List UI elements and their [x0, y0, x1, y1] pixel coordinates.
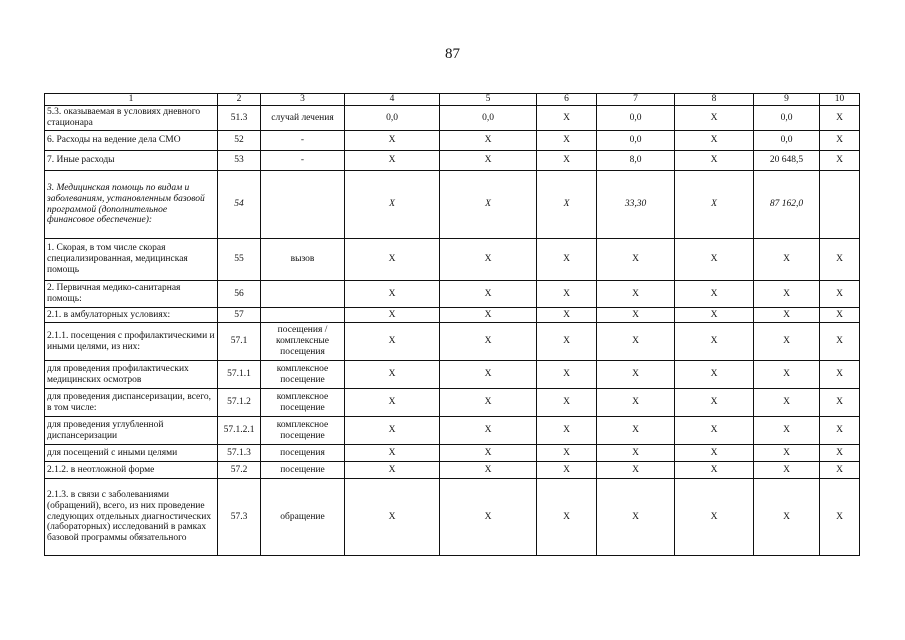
- table-row: [45, 462, 860, 479]
- unit-cell: случай лечения: [261, 106, 345, 131]
- col7-cell: 33,30: [597, 171, 675, 239]
- col6-cell: X: [537, 361, 597, 389]
- col10-cell: X: [820, 417, 860, 445]
- row-name-cell: 3. Медицинская помощь по видам и заболеваниям, установленным базовой программой (дополнительное финансовое обеспечение):: [45, 171, 218, 239]
- col5-cell: X: [440, 445, 537, 462]
- col6-cell: X: [537, 239, 597, 281]
- col10-cell: X: [820, 462, 860, 479]
- row-code-cell: 57.1: [218, 323, 261, 361]
- col6-cell: X: [537, 308, 597, 323]
- column-number: 6: [537, 94, 597, 106]
- col6-cell: X: [537, 445, 597, 462]
- col5-cell: X: [440, 323, 537, 361]
- unit-cell: [261, 281, 345, 308]
- col7-cell: X: [597, 462, 675, 479]
- col4-cell: X: [345, 131, 440, 151]
- row-code-cell: 51.3: [218, 106, 261, 131]
- col8-cell: X: [675, 462, 754, 479]
- row-code-cell: 52: [218, 131, 261, 151]
- col7-cell: X: [597, 323, 675, 361]
- table-row: [45, 281, 860, 308]
- row-name-cell: для посещений с иными целями: [45, 445, 218, 462]
- col6-cell: X: [537, 417, 597, 445]
- col9-cell: 87 162,0: [754, 171, 820, 239]
- unit-cell: комплексное посещение: [261, 417, 345, 445]
- col10-cell: X: [820, 131, 860, 151]
- col7-cell: 0,0: [597, 106, 675, 131]
- col4-cell: X: [345, 151, 440, 171]
- unit-cell: комплексное посещение: [261, 389, 345, 417]
- col8-cell: X: [675, 151, 754, 171]
- col5-cell: X: [440, 389, 537, 417]
- unit-cell: [261, 171, 345, 239]
- col7-cell: 8,0: [597, 151, 675, 171]
- table-row: [45, 445, 860, 462]
- col6-cell: X: [537, 131, 597, 151]
- unit-cell: посещения / комплексные посещения: [261, 323, 345, 361]
- col4-cell: X: [345, 417, 440, 445]
- row-code-cell: 53: [218, 151, 261, 171]
- unit-cell: комплексное посещение: [261, 361, 345, 389]
- col10-cell: X: [820, 106, 860, 131]
- row-name-cell: 2.1.1. посещения с профилактическими и иными целями, из них:: [45, 323, 218, 361]
- col7-cell: X: [597, 389, 675, 417]
- col5-cell: X: [440, 361, 537, 389]
- col10-cell: X: [820, 323, 860, 361]
- row-name-cell: для проведения профилактических медицинских осмотров: [45, 361, 218, 389]
- col5-cell: X: [440, 281, 537, 308]
- col7-cell: 0,0: [597, 131, 675, 151]
- column-number-row: [45, 94, 860, 106]
- unit-cell: обращение: [261, 479, 345, 556]
- page-number: 87: [445, 46, 460, 62]
- col10-cell: X: [820, 389, 860, 417]
- row-name-cell: 1. Скорая, в том числе скорая специализированная, медицинская помощь: [45, 239, 218, 281]
- col4-cell: X: [345, 361, 440, 389]
- col7-cell: X: [597, 417, 675, 445]
- col4-cell: 0,0: [345, 106, 440, 131]
- col9-cell: 20 648,5: [754, 151, 820, 171]
- col5-cell: X: [440, 239, 537, 281]
- col4-cell: X: [345, 171, 440, 239]
- col8-cell: X: [675, 171, 754, 239]
- col8-cell: X: [675, 131, 754, 151]
- row-name-cell: 5.3. оказываемая в условиях дневного стационара: [45, 106, 218, 131]
- col9-cell: X: [754, 445, 820, 462]
- col8-cell: X: [675, 106, 754, 131]
- row-code-cell: 56: [218, 281, 261, 308]
- table-row: [45, 361, 860, 389]
- col9-cell: X: [754, 361, 820, 389]
- col8-cell: X: [675, 239, 754, 281]
- col5-cell: X: [440, 171, 537, 239]
- row-code-cell: 57.1.3: [218, 445, 261, 462]
- col9-cell: X: [754, 308, 820, 323]
- col6-cell: X: [537, 462, 597, 479]
- col4-cell: X: [345, 389, 440, 417]
- row-code-cell: 57.2: [218, 462, 261, 479]
- col10-cell: X: [820, 479, 860, 556]
- col8-cell: X: [675, 281, 754, 308]
- col10-cell: X: [820, 308, 860, 323]
- column-number: 2: [218, 94, 261, 106]
- column-number: 4: [345, 94, 440, 106]
- col8-cell: X: [675, 308, 754, 323]
- col10-cell: X: [820, 361, 860, 389]
- col9-cell: X: [754, 239, 820, 281]
- column-number: 9: [754, 94, 820, 106]
- col4-cell: X: [345, 462, 440, 479]
- col9-cell: X: [754, 389, 820, 417]
- col10-cell: X: [820, 239, 860, 281]
- col6-cell: X: [537, 323, 597, 361]
- col8-cell: X: [675, 323, 754, 361]
- table-row: [45, 239, 860, 281]
- col7-cell: X: [597, 479, 675, 556]
- row-name-cell: 2.1.3. в связи с заболеваниями (обращений), всего, из них проведение следующих отдельных диагностических (лабораторных) исследований в рамках базовой программы обязательного: [45, 479, 218, 556]
- unit-cell: [261, 308, 345, 323]
- col5-cell: X: [440, 479, 537, 556]
- row-name-cell: 2. Первичная медико-санитарная помощь:: [45, 281, 218, 308]
- col6-cell: X: [537, 479, 597, 556]
- table-row: [45, 308, 860, 323]
- col7-cell: X: [597, 281, 675, 308]
- column-number: 1: [45, 94, 218, 106]
- table-body: [45, 94, 860, 556]
- col4-cell: X: [345, 323, 440, 361]
- col7-cell: X: [597, 445, 675, 462]
- col4-cell: X: [345, 479, 440, 556]
- row-code-cell: 57.3: [218, 479, 261, 556]
- table-row: [45, 106, 860, 131]
- row-name-cell: 6. Расходы на ведение дела СМО: [45, 131, 218, 151]
- col9-cell: X: [754, 462, 820, 479]
- row-code-cell: 57.1.1: [218, 361, 261, 389]
- col9-cell: X: [754, 323, 820, 361]
- col10-cell: X: [820, 151, 860, 171]
- table-row: [45, 389, 860, 417]
- row-name-cell: 2.1. в амбулаторных условиях:: [45, 308, 218, 323]
- col5-cell: X: [440, 131, 537, 151]
- col5-cell: X: [440, 308, 537, 323]
- tariff-table: [44, 93, 860, 556]
- col7-cell: X: [597, 361, 675, 389]
- col9-cell: X: [754, 479, 820, 556]
- col8-cell: X: [675, 389, 754, 417]
- col5-cell: X: [440, 462, 537, 479]
- row-name-cell: 2.1.2. в неотложной форме: [45, 462, 218, 479]
- col4-cell: X: [345, 281, 440, 308]
- column-number: 5: [440, 94, 537, 106]
- row-name-cell: для проведения диспансеризации, всего, в том числе:: [45, 389, 218, 417]
- row-code-cell: 54: [218, 171, 261, 239]
- col5-cell: X: [440, 151, 537, 171]
- col9-cell: X: [754, 281, 820, 308]
- unit-cell: -: [261, 151, 345, 171]
- col4-cell: X: [345, 445, 440, 462]
- col10-cell: X: [820, 445, 860, 462]
- col5-cell: 0,0: [440, 106, 537, 131]
- col4-cell: X: [345, 239, 440, 281]
- col8-cell: X: [675, 445, 754, 462]
- col6-cell: X: [537, 171, 597, 239]
- table-row: [45, 151, 860, 171]
- col10-cell: [820, 171, 860, 239]
- row-code-cell: 57: [218, 308, 261, 323]
- col5-cell: X: [440, 417, 537, 445]
- unit-cell: посещения: [261, 445, 345, 462]
- row-code-cell: 57.1.2.1: [218, 417, 261, 445]
- column-number: 7: [597, 94, 675, 106]
- col8-cell: X: [675, 479, 754, 556]
- col8-cell: X: [675, 361, 754, 389]
- col10-cell: X: [820, 281, 860, 308]
- row-name-cell: для проведения углубленной диспансеризации: [45, 417, 218, 445]
- col7-cell: X: [597, 308, 675, 323]
- table-row: [45, 171, 860, 239]
- row-code-cell: 57.1.2: [218, 389, 261, 417]
- unit-cell: -: [261, 131, 345, 151]
- col6-cell: X: [537, 151, 597, 171]
- unit-cell: вызов: [261, 239, 345, 281]
- col8-cell: X: [675, 417, 754, 445]
- column-number: 3: [261, 94, 345, 106]
- table-row: [45, 479, 860, 556]
- row-name-cell: 7. Иные расходы: [45, 151, 218, 171]
- col6-cell: X: [537, 106, 597, 131]
- unit-cell: посещение: [261, 462, 345, 479]
- col9-cell: 0,0: [754, 131, 820, 151]
- row-code-cell: 55: [218, 239, 261, 281]
- col9-cell: 0,0: [754, 106, 820, 131]
- col6-cell: X: [537, 389, 597, 417]
- table-row: [45, 131, 860, 151]
- col6-cell: X: [537, 281, 597, 308]
- column-number: 8: [675, 94, 754, 106]
- table-row: [45, 323, 860, 361]
- column-number: 10: [820, 94, 860, 106]
- col9-cell: X: [754, 417, 820, 445]
- col4-cell: X: [345, 308, 440, 323]
- col7-cell: X: [597, 239, 675, 281]
- table-row: [45, 417, 860, 445]
